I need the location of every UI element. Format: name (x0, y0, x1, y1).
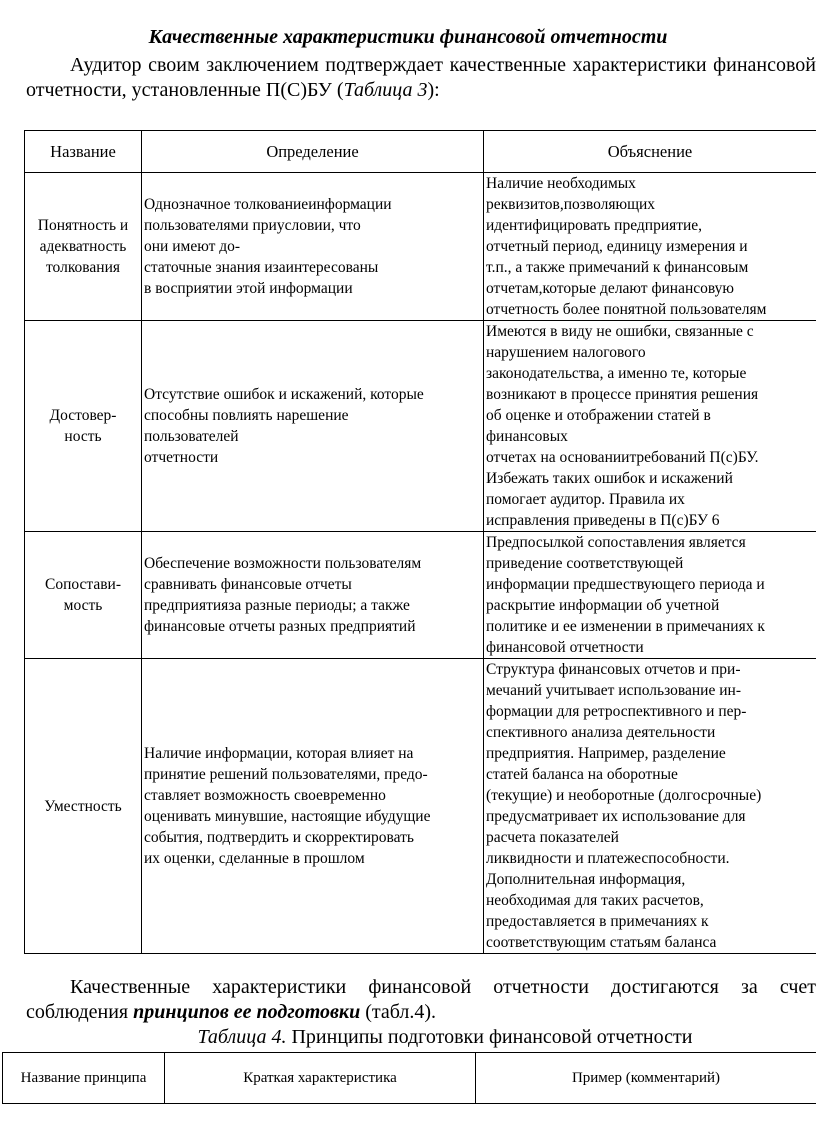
header-example: Пример (комментарий) (476, 1053, 816, 1104)
row-name: Уместность (25, 659, 142, 954)
row-explanation: Наличие необходимых реквизитов,позволяющих идентифицировать предприятие, отчетный период, единицу измерения и т.п., а также примечаний к финансовым отчетам,которые делают финансовую отчетность более понятной пользователям (484, 173, 816, 321)
table3-reference: Таблица 3 (343, 79, 428, 101)
header-principle-name: Название принципа (3, 1053, 165, 1104)
row-explanation: Имеются в виду не ошибки, связанные с нарушением налогового законодательства, а именно те, которые возникают в процессе принятия решения об оценке и отображении статей в финансовых отчетах на основаниитребований П(с)БУ. Избежать таких ошибок и искажений помогает аудитор. Правила их исправления приведены в П(с)БУ 6 (484, 321, 816, 532)
row-name: Достовер- ность (25, 321, 142, 532)
header-definition: Определение (142, 131, 484, 173)
intro-paragraph (26, 53, 816, 103)
header-name: Название (25, 131, 142, 173)
row-definition: Обеспечение возможности пользователям сравнивать финансовые отчеты предприятияза разные периоды; а также финансовые отчеты разных предприятий (142, 532, 484, 659)
principles-paragraph (26, 975, 816, 1025)
intro-text: Аудитор своим заключением подтверждает качественные характеристики финансовой отчетности, установленные П(С)БУ ( (26, 54, 816, 101)
row-definition: Отсутствие ошибок и искажений, которые способны повлиять нарешение пользователей отчетности (142, 321, 484, 532)
row-definition: Однозначное толкованиеинформации пользователями приусловии, что они имеют до- статочные знания изаинтересованы в восприятии этой информации (142, 173, 484, 321)
table4-caption-text: Принципы подготовки финансовой отчетности (286, 1026, 693, 1048)
header-short-description: Краткая характеристика (165, 1053, 476, 1104)
row-name: Сопостави- мость (25, 532, 142, 659)
table-row (25, 173, 816, 321)
section-heading: Качественные характеристики финансовой отчетности (148, 26, 668, 48)
paragraph2-text-end: (табл.4). (360, 1001, 437, 1023)
table-row (25, 532, 816, 659)
table4-header-row (3, 1053, 816, 1104)
row-explanation: Структура финансовых отчетов и при- мечаний учитывает использование ин- формации для ретроспективного и пер- спективного анализа деятельности предприятия. Например, разделение статей баланса на оборотные (текущие) и необоротные (долгосрочные) предусматривает их использование для расчета показателей ликвидности и платежеспособности. Дополнительная информация, необходимая для таких расчетов, предоставляется в примечаниях к соответствующим статьям баланса (484, 659, 816, 954)
row-definition: Наличие информации, которая влияет на принятие решений пользователями, предо- ставляет возможность своевременно оценивать минувшие, настоящие ибудущие события, подтвердить и скорректировать их оценки, сделанные в прошлом (142, 659, 484, 954)
principles-emphasis: принципов ее подготовки (133, 1001, 361, 1023)
header-explanation: Объяснение (484, 131, 816, 173)
table-row (25, 659, 816, 954)
paragraph2-text: Качественные характеристики финансовой отчетности достигаются за счет соблюдения (26, 976, 816, 1023)
row-name: Понятность и адекватность толкования (25, 173, 142, 321)
row-explanation: Предпосылкой сопоставления является приведение соответствующей информации предшествующего периода и раскрытие информации об учетной политике и ее изменении в примечаниях к финансовой отчетности (484, 532, 816, 659)
intro-text-end: ): (427, 79, 440, 101)
table4-caption (0, 1026, 816, 1049)
quality-characteristics-table (24, 130, 816, 954)
table3-header-row (25, 131, 816, 173)
table-row (25, 321, 816, 532)
table4-caption-label: Таблица 4. (197, 1026, 287, 1048)
preparation-principles-table (2, 1052, 816, 1104)
